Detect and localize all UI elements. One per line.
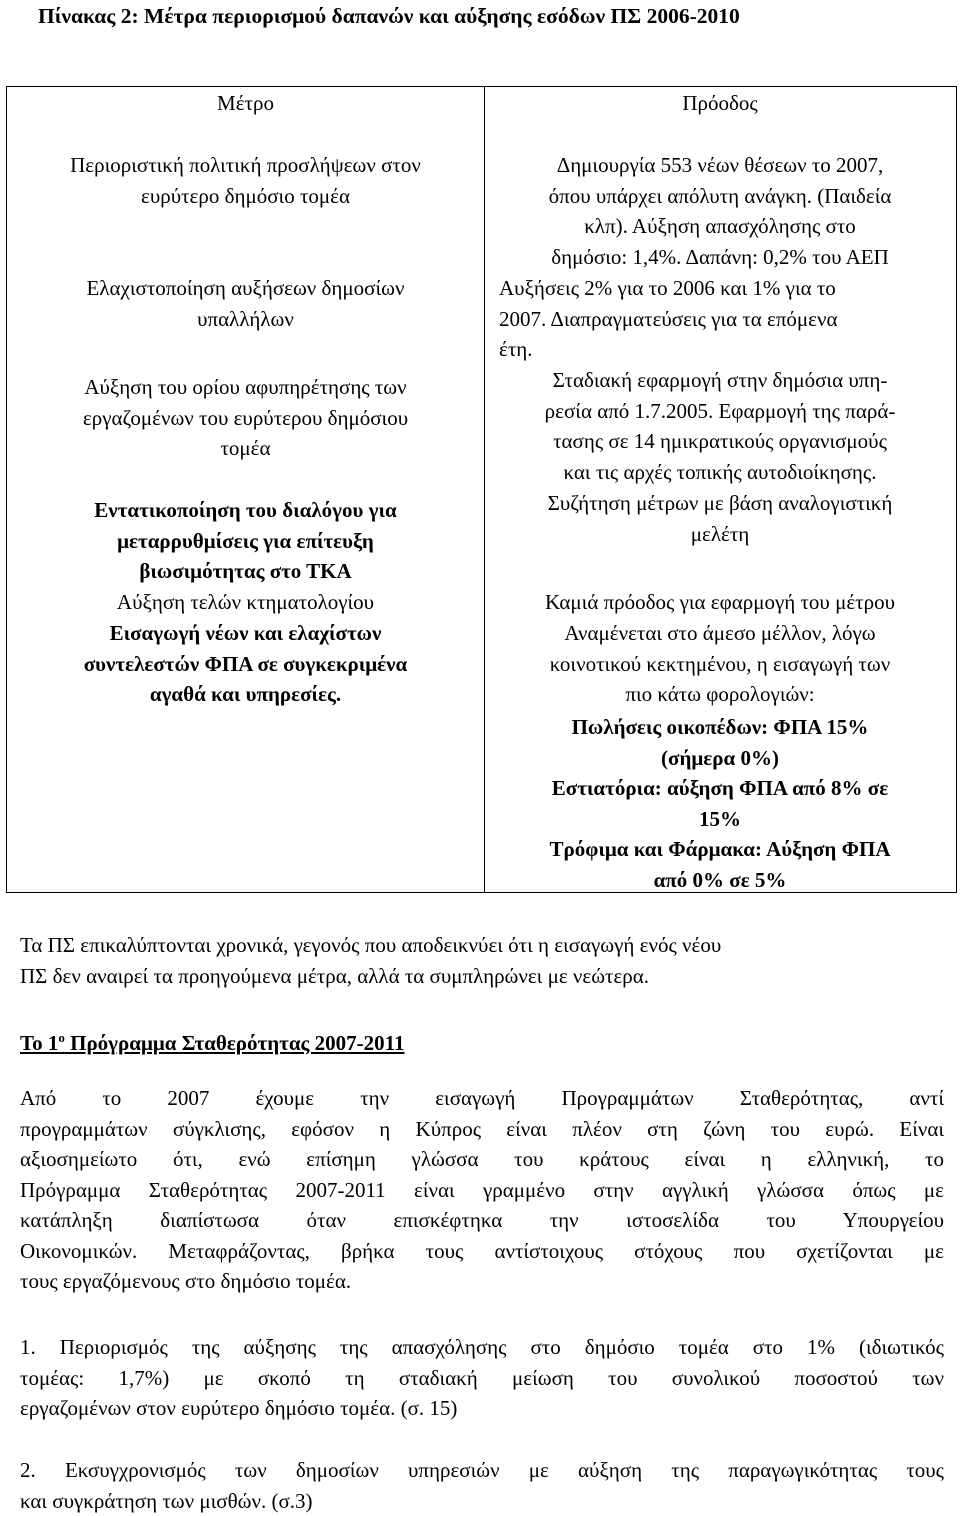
progress-row: Συζήτηση μέτρων με βάση αναλογιστική μελέτη: [547, 491, 893, 546]
measure-row: Αύξηση του ορίου αφυπηρέτησης των εργαζομένων του ευρύτερου δημόσιου τομέα: [82, 375, 409, 460]
progress-row: Σταδιακή εφαρμογή στην δημόσια υπη- ρεσία από 1.7.2005. Εφαρμογή της παρά- τασης σε 14 ημικρατικούς οργανισμούς και τις αρχές τοπικής αυτοδιοίκησης.: [544, 368, 896, 484]
progress-row: Δημιουργία 553 νέων θέσεων το 2007, όπου υπάρχει απόλυτη ανάγκη. (Παιδεία κλπ). Αύξηση απασχόλησης στο δημόσιο: 1,4%. Δαπάνη: 0,2% του ΑΕΠ: [548, 153, 892, 269]
header-progress: Πρόοδος: [682, 91, 758, 115]
header-measure: Μέτρο: [217, 91, 274, 115]
list-item: 1. Περιορισμός της αύξησης της απασχόλησης στο δημόσιο τομέα στο 1% (ιδιωτικός τομέας: 1,7%) με σκοπό τη σταδιακή μείωση του συνολικού ποσοστού των εργαζομένων στον ευρύτερο δημόσιο τομέα. (σ. 15): [20, 1335, 944, 1420]
table-caption: Πίνακας 2: Μέτρα περιορισμού δαπανών και αύξησης εσόδων ΠΣ 2006-2010: [38, 4, 740, 28]
measures-table: [6, 86, 957, 893]
list-item: 2. Εκσυγχρονισμός των δημοσίων υπηρεσιών με αύξηση της παραγωγικότητας τους και συγκράτηση των μισθών. (σ.3): [20, 1458, 944, 1513]
progress-row: Καμιά πρόοδος για εφαρμογή του μέτρου: [545, 590, 895, 614]
progress-row: Αυξήσεις 2% για το 2006 και 1% για το 2007. Διαπραγματεύσεις για τα επόμενα έτη.: [499, 276, 838, 361]
measure-row: Εισαγωγή νέων και ελαχίστων συντελεστών ΦΠΑ σε συγκεκριμένα αγαθά και υπηρεσίες.: [83, 621, 408, 706]
paragraph-overlap: Τα ΠΣ επικαλύπτονται χρονικά, γεγονός που αποδεικνύει ότι η εισαγωγή ενός νέου ΠΣ δεν αναιρεί τα προηγούμενα μέτρα, αλλά τα συμπληρώνει με νεώτερα.: [20, 933, 722, 988]
progress-row: Αναμένεται στο άμεσο μέλλον, λόγω κοινοτικού κεκτημένου, η εισαγωγή των πιο κάτω φορολογιών:: [549, 621, 891, 706]
measure-row: Περιοριστική πολιτική προσλήψεων στον ευρύτερο δημόσιο τομέα: [70, 153, 421, 208]
progress-row: Πωλήσεις οικοπέδων: ΦΠΑ 15% (σήμερα 0%) Εστιατόρια: αύξηση ΦΠΑ από 8% σε 15% Τρόφιμα και Φάρμακα: Αύξηση ΦΠΑ από 0% σε 5%: [549, 715, 891, 892]
section-heading: Το $1^o$ Πρόγραμμα Σταθερότητας 2007-2011: [20, 1030, 405, 1055]
measure-row: Εντατικοποίηση του διαλόγου για μεταρρυθμίσεις για επίτευξη βιωσιμότητας στο ΤΚΑ: [94, 498, 397, 583]
paragraph-stability-program: Από το 2007 έχουμε την εισαγωγή Προγραμμάτων Σταθερότητας, αντί προγραμμάτων σύγκλισης, εφόσον η Κύπρος είναι πλέον στη ζώνη του ευρώ. Είναι αξιοσημείωτο ότι, ενώ επίσημη γλώσσα του κράτους είναι η ελληνική, το Πρόγραμμα Σταθερότητας 2007-2011 είναι γραμμένο στην αγγλική γλώσσα όπως με κατάπληξη διαπίστωσα όταν επισκέφτηκα την ιστοσελίδα του Υπουργείου Οικονομικών. Μεταφράζοντας, βρήκα τους αντίστοιχους στόχους που σχετίζονται με τους εργαζόμενους στο δημόσιο τομέα.: [20, 1086, 944, 1293]
measure-row: Αύξηση τελών κτηματολογίου: [116, 590, 375, 614]
measure-row: Ελαχιστοποίηση αυξήσεων δημοσίων υπαλλήλων: [86, 276, 405, 331]
